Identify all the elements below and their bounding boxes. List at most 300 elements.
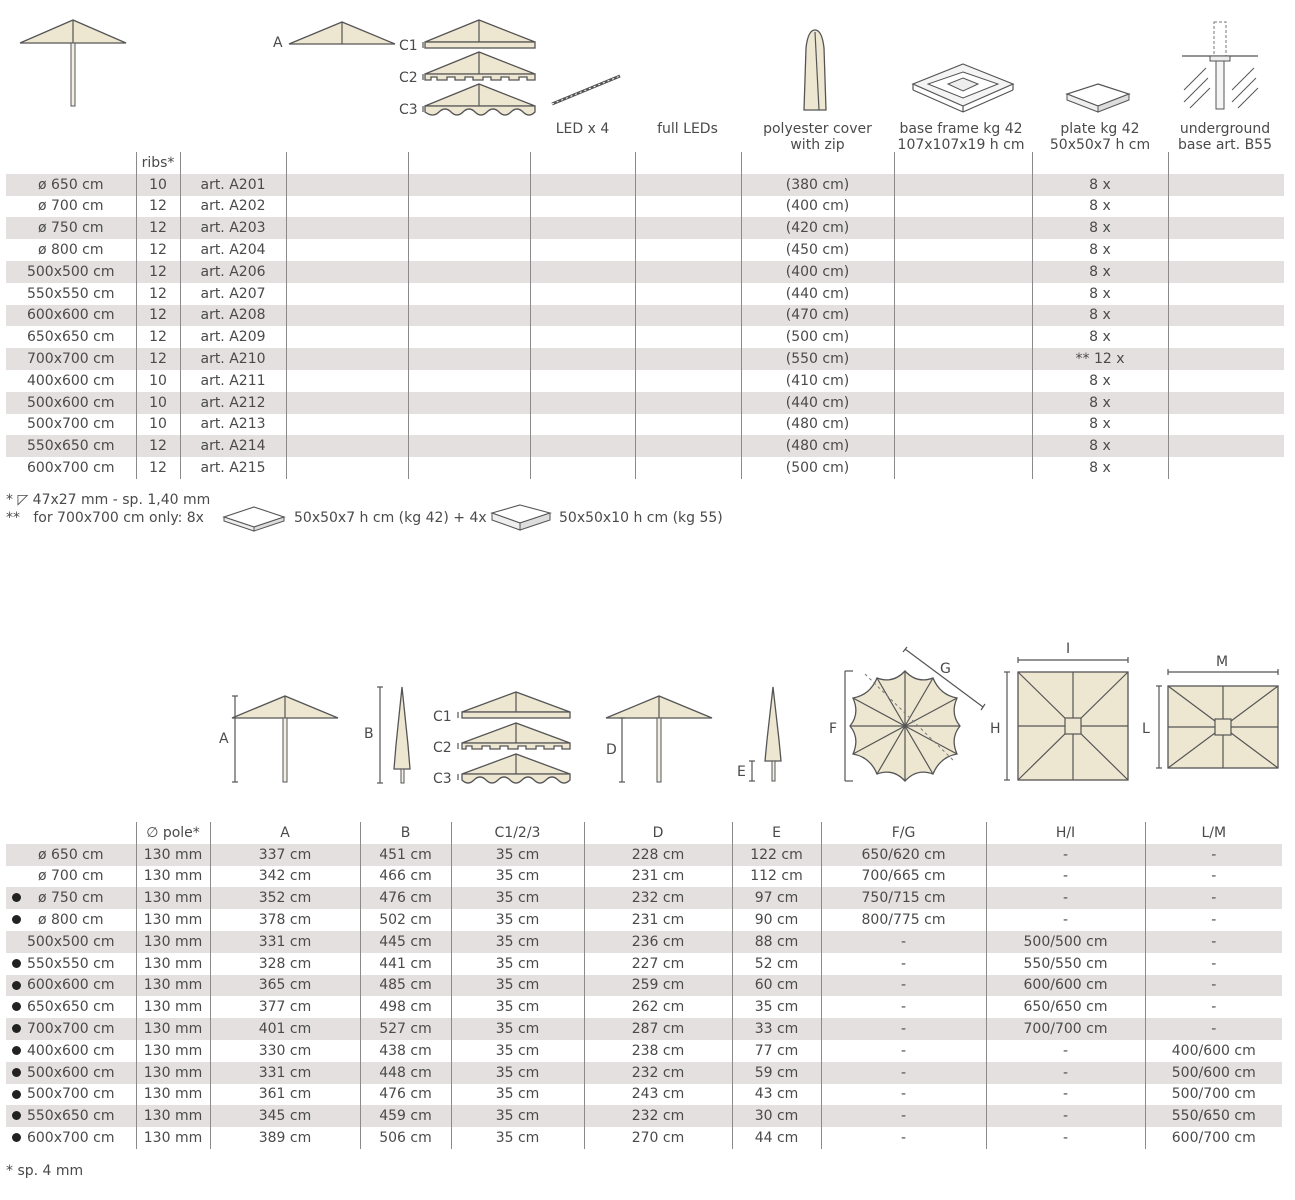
header-underground: underground base art. B55 xyxy=(1178,121,1272,153)
cell-art: art. A202 xyxy=(180,196,286,218)
cell-d: 232 cm xyxy=(584,1062,732,1084)
cell-size: 700x700 cm xyxy=(6,348,136,370)
cell-size: 500x700 cm xyxy=(26,416,115,433)
cell-lm: - xyxy=(1145,975,1282,997)
cell-e: 77 cm xyxy=(732,1040,821,1062)
cell-d: 270 cm xyxy=(584,1127,732,1149)
availability-dot-icon xyxy=(12,1046,21,1055)
cell-b: 445 cm xyxy=(360,931,451,953)
cell-art: art. A203 xyxy=(180,217,286,239)
header-cover: polyester cover with zip xyxy=(763,121,872,153)
cell-a: 377 cm xyxy=(210,996,360,1018)
cell-size xyxy=(6,1018,136,1040)
umbrella-height-d-icon xyxy=(604,694,716,784)
cell-lm: - xyxy=(1145,931,1282,953)
cell-a: 378 cm xyxy=(210,909,360,931)
size-label: 400x600 cm xyxy=(26,1042,115,1059)
cell-ribs: 12 xyxy=(136,283,180,305)
cell-fg: 700/665 cm xyxy=(821,866,986,888)
cell-d: 228 cm xyxy=(584,844,732,866)
size-label: 650x650 cm xyxy=(26,999,115,1016)
cell-art: art. A213 xyxy=(180,414,286,436)
cell-cover: (440 cm) xyxy=(741,392,894,414)
cell-plates: 8 x xyxy=(1032,305,1168,327)
cell-size: ø 650 cm xyxy=(6,844,136,866)
cell-art: art. A207 xyxy=(180,283,286,305)
cell-pole: 130 mm xyxy=(136,1018,210,1040)
cell-a: 331 cm xyxy=(210,1062,360,1084)
cell-a: 330 cm xyxy=(210,1040,360,1062)
canopy-icon xyxy=(287,20,397,50)
cell-plates: 8 x xyxy=(1032,217,1168,239)
cell-d: 236 cm xyxy=(584,931,732,953)
cell-hi: - xyxy=(986,1084,1145,1106)
cell-lm: 600/700 cm xyxy=(1145,1127,1282,1149)
dim-label-g: G xyxy=(940,661,951,677)
cell-ribs: 12 xyxy=(136,217,180,239)
umbrella-open-icon xyxy=(18,18,128,108)
availability-dot-icon xyxy=(12,915,21,924)
canopy-c1-icon xyxy=(423,18,538,50)
cell-pole: 130 mm xyxy=(136,996,210,1018)
cell-e: 44 cm xyxy=(732,1127,821,1149)
table-row xyxy=(6,1105,1282,1127)
rect-canopy-top-icon xyxy=(1156,670,1286,770)
header-led: LED x 4 xyxy=(555,121,610,137)
availability-dot-icon xyxy=(12,1068,21,1077)
cell-hi: - xyxy=(986,909,1145,931)
cell-art: art. A209 xyxy=(180,326,286,348)
cell-lm: - xyxy=(1145,866,1282,888)
cell-art: art. A204 xyxy=(180,239,286,261)
col-header-d: D xyxy=(584,822,732,844)
cell-plates: ** 12 x xyxy=(1032,348,1168,370)
dim-label-c3: C3 xyxy=(433,771,452,787)
table-row xyxy=(6,1084,1282,1106)
col-header-e: E xyxy=(732,822,821,844)
cell-cover: (420 cm) xyxy=(741,217,894,239)
header-plate: plate kg 42 50x50x7 h cm xyxy=(1049,121,1151,153)
cell-pole: 130 mm xyxy=(136,909,210,931)
table-row xyxy=(6,909,1282,931)
cell-d: 227 cm xyxy=(584,953,732,975)
cell-e: 30 cm xyxy=(732,1105,821,1127)
cell-pole: 130 mm xyxy=(136,931,210,953)
cell-cover: (400 cm) xyxy=(741,261,894,283)
cell-fg: - xyxy=(821,1018,986,1040)
table-row xyxy=(6,931,1282,953)
cell-d: 231 cm xyxy=(584,866,732,888)
cell-fg: - xyxy=(821,1105,986,1127)
cell-lm: - xyxy=(1145,996,1282,1018)
cell-b: 506 cm xyxy=(360,1127,451,1149)
size-label: 550x550 cm xyxy=(26,955,115,972)
table-row xyxy=(6,370,1284,392)
cell-hi: 700/700 cm xyxy=(986,1018,1145,1040)
cell-pole: 130 mm xyxy=(136,887,210,909)
table-row xyxy=(6,866,1282,888)
size-label: 700x700 cm xyxy=(26,1021,115,1038)
availability-dot-icon xyxy=(12,959,21,968)
availability-dot-icon xyxy=(12,893,21,902)
cell-b: 451 cm xyxy=(360,844,451,866)
cell-size: ø 750 cm xyxy=(6,217,136,239)
cell-size xyxy=(6,1062,136,1084)
cell-d: 262 cm xyxy=(584,996,732,1018)
table-row xyxy=(6,457,1284,479)
cell-pole: 130 mm xyxy=(136,1040,210,1062)
col-header-size xyxy=(6,822,136,844)
header-full-leds: full LEDs xyxy=(657,121,718,137)
cell-size xyxy=(6,887,136,909)
umbrella-height-a-icon xyxy=(230,694,340,784)
cell-size xyxy=(6,975,136,997)
availability-dot-icon xyxy=(12,981,21,990)
cell-plates: 8 x xyxy=(1032,239,1168,261)
cell-cover: (450 cm) xyxy=(741,239,894,261)
cell-art: art. A201 xyxy=(180,174,286,196)
cell-b: 459 cm xyxy=(360,1105,451,1127)
base-frame-icon xyxy=(908,62,1018,112)
table-row xyxy=(6,196,1284,218)
footnote-700-end: 50x50x10 h cm (kg 55) xyxy=(559,510,723,526)
cell-fg: - xyxy=(821,1084,986,1106)
cell-a: 389 cm xyxy=(210,1127,360,1149)
cell-hi: - xyxy=(986,844,1145,866)
dimensions-table xyxy=(6,822,1282,1149)
cell-cover: (480 cm) xyxy=(741,435,894,457)
cell-c: 35 cm xyxy=(451,931,584,953)
cell-c: 35 cm xyxy=(451,996,584,1018)
dim-label-l: L xyxy=(1142,721,1150,737)
cell-cover: (550 cm) xyxy=(741,348,894,370)
cell-a: 361 cm xyxy=(210,1084,360,1106)
square-canopy-top-icon xyxy=(1004,658,1134,783)
col-header-lm: L/M xyxy=(1145,822,1282,844)
cell-fg: - xyxy=(821,975,986,997)
cell-a: 401 cm xyxy=(210,1018,360,1040)
ribs-header: ribs* xyxy=(136,152,180,174)
cell-c: 35 cm xyxy=(451,866,584,888)
cell-art: art. A212 xyxy=(180,392,286,414)
availability-dot-icon xyxy=(12,1002,21,1011)
cell-size: ø 650 cm xyxy=(6,174,136,196)
cell-b: 466 cm xyxy=(360,866,451,888)
table-row xyxy=(6,887,1282,909)
table-row xyxy=(6,1040,1282,1062)
cell-lm: 500/700 cm xyxy=(1145,1084,1282,1106)
cell-fg: - xyxy=(821,1062,986,1084)
cell-b: 485 cm xyxy=(360,975,451,997)
cell-size xyxy=(6,953,136,975)
umbrella-closed-e-icon xyxy=(748,685,794,785)
cell-lm: 500/600 cm xyxy=(1145,1062,1282,1084)
plate-small-icon xyxy=(222,505,286,533)
underground-base-icon xyxy=(1180,20,1260,115)
cell-ribs: 10 xyxy=(136,370,180,392)
cell-pole: 130 mm xyxy=(136,975,210,997)
cell-b: 448 cm xyxy=(360,1062,451,1084)
cell-a: 331 cm xyxy=(210,931,360,953)
cell-e: 122 cm xyxy=(732,844,821,866)
cell-cover: (500 cm) xyxy=(741,457,894,479)
dim-label-b: B xyxy=(364,726,374,742)
cell-cover: (440 cm) xyxy=(741,283,894,305)
cell-plates: 8 x xyxy=(1032,435,1168,457)
table-row xyxy=(6,996,1282,1018)
col-header-fg: F/G xyxy=(821,822,986,844)
cell-cover: (410 cm) xyxy=(741,370,894,392)
cell-fg: - xyxy=(821,1040,986,1062)
plate-icon xyxy=(1063,82,1133,116)
cell-d: 243 cm xyxy=(584,1084,732,1106)
availability-dot-icon xyxy=(12,1090,21,1099)
cell-size: 600x600 cm xyxy=(6,305,136,327)
cell-plates: 8 x xyxy=(1032,174,1168,196)
cell-hi: 600/600 cm xyxy=(986,975,1145,997)
cell-fg: 650/620 cm xyxy=(821,844,986,866)
cell-fg: - xyxy=(821,1127,986,1149)
table-row xyxy=(6,435,1284,457)
cell-hi: - xyxy=(986,1040,1145,1062)
cell-size xyxy=(6,1040,136,1062)
size-label: 600x700 cm xyxy=(26,1130,115,1147)
cell-d: 287 cm xyxy=(584,1018,732,1040)
cell-a: 365 cm xyxy=(210,975,360,997)
footnote-profile: * ◸ 47x27 mm - sp. 1,40 mm xyxy=(6,492,211,508)
cell-ribs: 12 xyxy=(136,348,180,370)
cell-plates: 8 x xyxy=(1032,326,1168,348)
label-c2: C2 xyxy=(399,70,418,86)
table-row xyxy=(6,283,1284,305)
cell-pole: 130 mm xyxy=(136,1084,210,1106)
availability-dot-icon xyxy=(12,1111,21,1120)
cell-ribs: 10 xyxy=(136,392,180,414)
dim-label-c1: C1 xyxy=(433,709,452,725)
cell-plates: 8 x xyxy=(1032,370,1168,392)
cell-d: 231 cm xyxy=(584,909,732,931)
table-row xyxy=(6,1127,1282,1149)
cell-size xyxy=(6,996,136,1018)
cell-c: 35 cm xyxy=(451,1018,584,1040)
cell-ribs: 12 xyxy=(136,457,180,479)
size-label: 500x700 cm xyxy=(26,1086,115,1103)
cell-b: 502 cm xyxy=(360,909,451,931)
cell-d: 238 cm xyxy=(584,1040,732,1062)
cell-cover: (470 cm) xyxy=(741,305,894,327)
cell-pole: 130 mm xyxy=(136,1127,210,1149)
cell-c: 35 cm xyxy=(451,844,584,866)
cell-lm: - xyxy=(1145,887,1282,909)
cell-cover: (480 cm) xyxy=(741,414,894,436)
size-label: ø 750 cm xyxy=(37,890,104,907)
table-row xyxy=(6,217,1284,239)
footnote-700-mid: 50x50x7 h cm (kg 42) + 4x xyxy=(294,510,487,526)
dim-label-i: I xyxy=(1066,641,1071,657)
table-row xyxy=(6,392,1284,414)
table-row xyxy=(6,414,1284,436)
cell-pole: 130 mm xyxy=(136,953,210,975)
col-header-pole: ∅ pole* xyxy=(136,822,210,844)
size-label: 500x600 cm xyxy=(26,1064,115,1081)
dim-label-f: F xyxy=(829,721,838,737)
cell-hi: - xyxy=(986,1127,1145,1149)
cell-size: ø 800 cm xyxy=(37,242,104,259)
cell-cover: (500 cm) xyxy=(741,326,894,348)
cell-c: 35 cm xyxy=(451,887,584,909)
cell-size: 650x650 cm xyxy=(26,329,115,346)
cell-hi: - xyxy=(986,887,1145,909)
footnote-pole: * sp. 4 mm xyxy=(6,1163,84,1179)
cell-hi: 550/550 cm xyxy=(986,953,1145,975)
cell-ribs: 12 xyxy=(136,326,180,348)
cell-size xyxy=(6,909,136,931)
cell-e: 59 cm xyxy=(732,1062,821,1084)
cell-fg: - xyxy=(821,931,986,953)
cell-hi: - xyxy=(986,1105,1145,1127)
cell-c: 35 cm xyxy=(451,953,584,975)
cell-e: 60 cm xyxy=(732,975,821,997)
table-row xyxy=(6,239,1284,261)
cell-size: 550x650 cm xyxy=(6,435,136,457)
table-row xyxy=(6,953,1282,975)
cell-hi: - xyxy=(986,866,1145,888)
footnote-700-label: ** for 700x700 cm only: 8x xyxy=(6,510,204,526)
cell-e: 97 cm xyxy=(732,887,821,909)
cell-art: art. A211 xyxy=(180,370,286,392)
cell-d: 259 cm xyxy=(584,975,732,997)
canopy-c2-icon xyxy=(423,50,538,82)
cell-size xyxy=(6,1084,136,1106)
cell-b: 498 cm xyxy=(360,996,451,1018)
availability-dot-icon xyxy=(12,1024,21,1033)
cell-size: ø 700 cm xyxy=(37,868,104,885)
cell-size: 500x600 cm xyxy=(6,392,136,414)
cell-cover: (400 cm) xyxy=(741,196,894,218)
cell-ribs: 12 xyxy=(136,196,180,218)
cell-lm: - xyxy=(1145,844,1282,866)
cell-e: 35 cm xyxy=(732,996,821,1018)
table-row xyxy=(6,975,1282,997)
label-a: A xyxy=(273,35,283,51)
cell-e: 112 cm xyxy=(732,866,821,888)
table-row xyxy=(6,261,1284,283)
cell-lm: 400/600 cm xyxy=(1145,1040,1282,1062)
cell-ribs: 10 xyxy=(136,414,180,436)
cell-a: 337 cm xyxy=(210,844,360,866)
cell-e: 43 cm xyxy=(732,1084,821,1106)
cell-c: 35 cm xyxy=(451,909,584,931)
cell-ribs: 12 xyxy=(136,305,180,327)
size-label: 600x600 cm xyxy=(26,977,115,994)
cell-hi: 500/500 cm xyxy=(986,931,1145,953)
label-c3: C3 xyxy=(399,102,418,118)
cell-ribs: 10 xyxy=(136,174,180,196)
cell-c: 35 cm xyxy=(451,975,584,997)
dim-label-d: D xyxy=(606,742,617,758)
cell-art: art. A208 xyxy=(180,305,286,327)
cell-size: 500x500 cm xyxy=(6,261,136,283)
cell-size: 550x550 cm xyxy=(26,285,115,302)
size-label: ø 800 cm xyxy=(37,912,104,929)
cell-plates: 8 x xyxy=(1032,457,1168,479)
cell-size: ø 700 cm xyxy=(37,198,104,215)
table-row xyxy=(6,348,1284,370)
col-header-a: A xyxy=(210,822,360,844)
cell-size xyxy=(6,1127,136,1149)
cell-ribs: 12 xyxy=(136,435,180,457)
size-label: 550x650 cm xyxy=(26,1108,115,1125)
cell-plates: 8 x xyxy=(1032,196,1168,218)
cell-lm: - xyxy=(1145,909,1282,931)
cell-art: art. A214 xyxy=(180,435,286,457)
label-c1: C1 xyxy=(399,38,418,54)
cell-plates: 8 x xyxy=(1032,261,1168,283)
plate-large-icon xyxy=(490,503,552,533)
cell-e: 90 cm xyxy=(732,909,821,931)
cell-b: 476 cm xyxy=(360,887,451,909)
round-canopy-top-icon xyxy=(843,647,993,787)
canopy-c3-dim-icon xyxy=(456,752,571,788)
cell-pole: 130 mm xyxy=(136,844,210,866)
cell-pole: 130 mm xyxy=(136,866,210,888)
cell-e: 33 cm xyxy=(732,1018,821,1040)
cell-pole: 130 mm xyxy=(136,1105,210,1127)
cell-size: 500x500 cm xyxy=(6,931,136,953)
canopy-c2-dim-icon xyxy=(456,721,571,753)
cell-e: 52 cm xyxy=(732,953,821,975)
canopy-c1-dim-icon xyxy=(456,690,571,722)
cover-icon xyxy=(800,28,830,113)
table-row xyxy=(6,326,1284,348)
cell-hi: - xyxy=(986,1062,1145,1084)
cell-hi: 650/650 cm xyxy=(986,996,1145,1018)
cell-a: 342 cm xyxy=(210,866,360,888)
cell-c: 35 cm xyxy=(451,1062,584,1084)
cell-size: 600x700 cm xyxy=(26,460,115,477)
dim-label-e: E xyxy=(737,764,746,780)
dim-label-a: A xyxy=(219,731,229,747)
cell-ribs: 12 xyxy=(136,239,180,261)
umbrella-closed-b-icon xyxy=(375,685,415,785)
cell-ribs: 12 xyxy=(136,261,180,283)
table-row xyxy=(6,305,1284,327)
cell-e: 88 cm xyxy=(732,931,821,953)
cell-a: 345 cm xyxy=(210,1105,360,1127)
cell-fg: 800/775 cm xyxy=(821,909,986,931)
cell-plates: 8 x xyxy=(1032,414,1168,436)
cell-lm: - xyxy=(1145,1018,1282,1040)
cell-pole: 130 mm xyxy=(136,1062,210,1084)
cell-a: 328 cm xyxy=(210,953,360,975)
cell-b: 438 cm xyxy=(360,1040,451,1062)
cell-fg: - xyxy=(821,953,986,975)
cell-b: 527 cm xyxy=(360,1018,451,1040)
cell-a: 352 cm xyxy=(210,887,360,909)
cell-size: 400x600 cm xyxy=(26,372,115,389)
cell-art: art. A215 xyxy=(180,457,286,479)
dim-label-c2: C2 xyxy=(433,740,452,756)
table-row xyxy=(6,174,1284,196)
cell-plates: 8 x xyxy=(1032,392,1168,414)
table-row xyxy=(6,844,1282,866)
header-base-frame: base frame kg 42 107x107x19 h cm xyxy=(897,121,1025,153)
cell-plates: 8 x xyxy=(1032,283,1168,305)
col-header-c: C1/2/3 xyxy=(451,822,584,844)
cell-b: 476 cm xyxy=(360,1084,451,1106)
col-header-b: B xyxy=(360,822,451,844)
table-row xyxy=(6,1062,1282,1084)
